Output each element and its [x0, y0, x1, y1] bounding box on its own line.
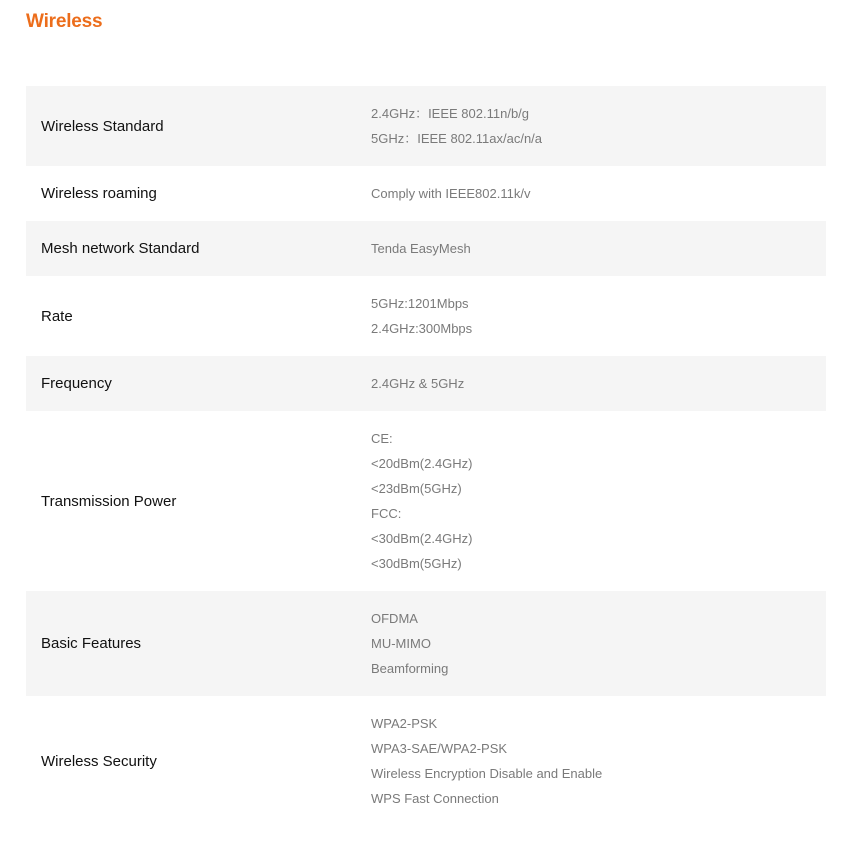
spec-value: <30dBm(2.4GHz): [371, 531, 473, 546]
spec-values: [371, 711, 826, 811]
spec-row-basic-features: [26, 591, 826, 696]
spec-values: [371, 426, 826, 576]
spec-value: OFDMA: [371, 611, 418, 626]
spec-value: <23dBm(5GHz): [371, 481, 462, 496]
spec-values: [371, 181, 826, 206]
spec-row-frequency: [26, 356, 826, 411]
spec-value: Tenda EasyMesh: [371, 241, 471, 256]
spec-value: WPA2-PSK: [371, 716, 438, 731]
spec-values: [371, 236, 826, 261]
spec-value: 2.4GHz & 5GHz: [371, 376, 465, 391]
spec-values: [371, 606, 826, 681]
spec-label: Wireless Standard: [41, 117, 164, 135]
spec-row-wireless-standard: [26, 86, 826, 166]
section-title: Wireless: [26, 11, 103, 32]
spec-label: Basic Features: [41, 635, 142, 652]
spec-value: FCC:: [371, 506, 402, 521]
spec-label: Frequency: [41, 375, 112, 392]
spec-label: Mesh network Standard: [41, 240, 200, 257]
spec-label: Wireless Security: [41, 752, 157, 770]
spec-value: 2.4GHz:300Mbps: [371, 321, 473, 336]
spec-row-mesh-network-standard: [26, 221, 826, 276]
spec-value: Wireless Encryption Disable and Enable: [371, 766, 603, 781]
spec-values: [371, 371, 826, 396]
spec-value: CE:: [371, 431, 393, 446]
spec-row-wireless-roaming: [26, 166, 826, 221]
spec-value: 5GHz:1201Mbps: [371, 296, 469, 311]
spec-table: [26, 86, 826, 826]
spec-label: Rate: [41, 307, 73, 325]
spec-value: Comply with IEEE802.11k/v: [371, 186, 531, 201]
spec-value: Beamforming: [371, 661, 449, 676]
spec-value: WPS Fast Connection: [371, 791, 499, 806]
spec-value: 2.4GHz：IEEE 802.11n/b/g: [371, 106, 530, 121]
spec-value: MU-MIMO: [371, 636, 431, 651]
spec-row-rate: [26, 276, 826, 356]
spec-value: <20dBm(2.4GHz): [371, 456, 473, 471]
spec-value: <30dBm(5GHz): [371, 556, 462, 571]
spec-label: Transmission Power: [41, 492, 177, 510]
spec-row-transmission-power: [26, 411, 826, 591]
spec-values: [371, 101, 826, 151]
spec-value: 5GHz：IEEE 802.11ax/ac/n/a: [371, 131, 543, 146]
spec-row-wireless-security: [26, 696, 826, 826]
spec-label: Wireless roaming: [41, 185, 157, 202]
spec-value: WPA3-SAE/WPA2-PSK: [371, 741, 508, 756]
spec-values: [371, 291, 826, 341]
